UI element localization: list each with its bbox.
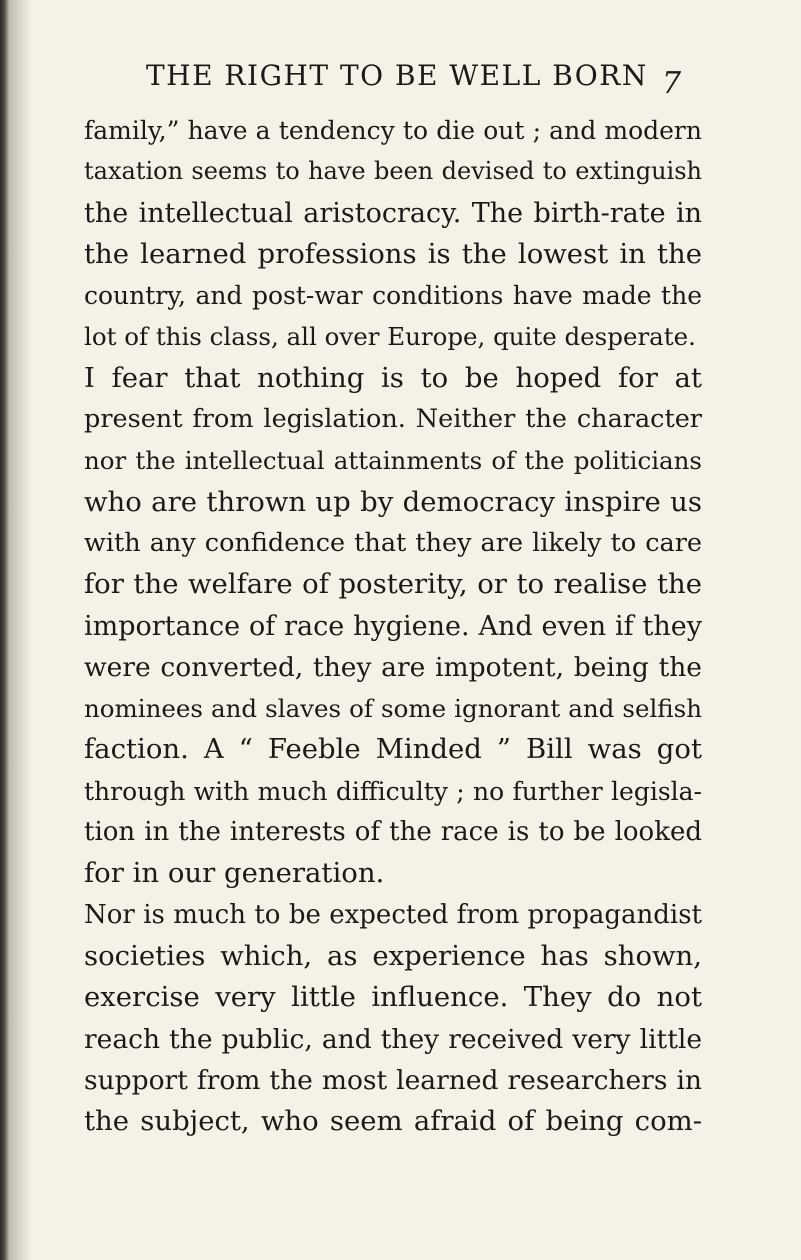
gutter-shadow [10, 0, 32, 1260]
text-line: for the welfare of posterity, or to realise the [84, 568, 702, 601]
text-line: I fear that nothing is to be hoped for at [84, 361, 702, 394]
book-spine-edge [0, 0, 10, 1260]
text-line: taxation seems to have been devised to extinguish [84, 157, 702, 186]
text-line: present from legislation. Neither the character [84, 404, 702, 435]
text-line: through with much difficulty ; no further legisla- [84, 776, 702, 806]
text-line: societies which, as experience has shown, [84, 939, 702, 972]
text-line: Nor is much to be expected from propagandist [84, 899, 702, 930]
text-line: exercise very little influence. They do not [84, 981, 702, 1014]
running-head: THE RIGHT TO BE WELL BORN [146, 59, 648, 92]
text-line: support from the most learned researchers in [84, 1064, 702, 1096]
text-line: were converted, they are impotent, being the [84, 651, 702, 683]
text-line: for in our generation. [84, 857, 385, 890]
body-text [84, 110, 702, 1142]
text-line: with any confidence that they are likely to care [84, 527, 702, 558]
text-line: nominees and slaves of some ignorant and selfish [84, 694, 702, 724]
text-line: country, and post-war conditions have made the [84, 281, 702, 311]
text-line: reach the public, and they received very little [84, 1023, 702, 1055]
text-line: tion in the interests of the race is to be looked [84, 817, 702, 848]
text-line: the subject, who seem afraid of being com- [84, 1105, 702, 1138]
text-line: importance of race hygiene. And even if they [84, 610, 702, 642]
text-line: nor the intellectual attainments of the politicians [84, 446, 702, 476]
page-number: 7 [662, 66, 682, 101]
text-line: the intellectual aristocracy. The birth-rate in [84, 197, 702, 229]
text-line: faction. A “ Feeble Minded ” Bill was got [84, 733, 702, 766]
text-line: the learned professions is the lowest in the [84, 237, 702, 270]
text-line: lot of this class, all over Europe, quite desperate. [84, 322, 696, 352]
text-line: family,” have a tendency to die out ; and modern [84, 116, 702, 145]
text-line: who are thrown up by democracy inspire us [84, 485, 702, 518]
